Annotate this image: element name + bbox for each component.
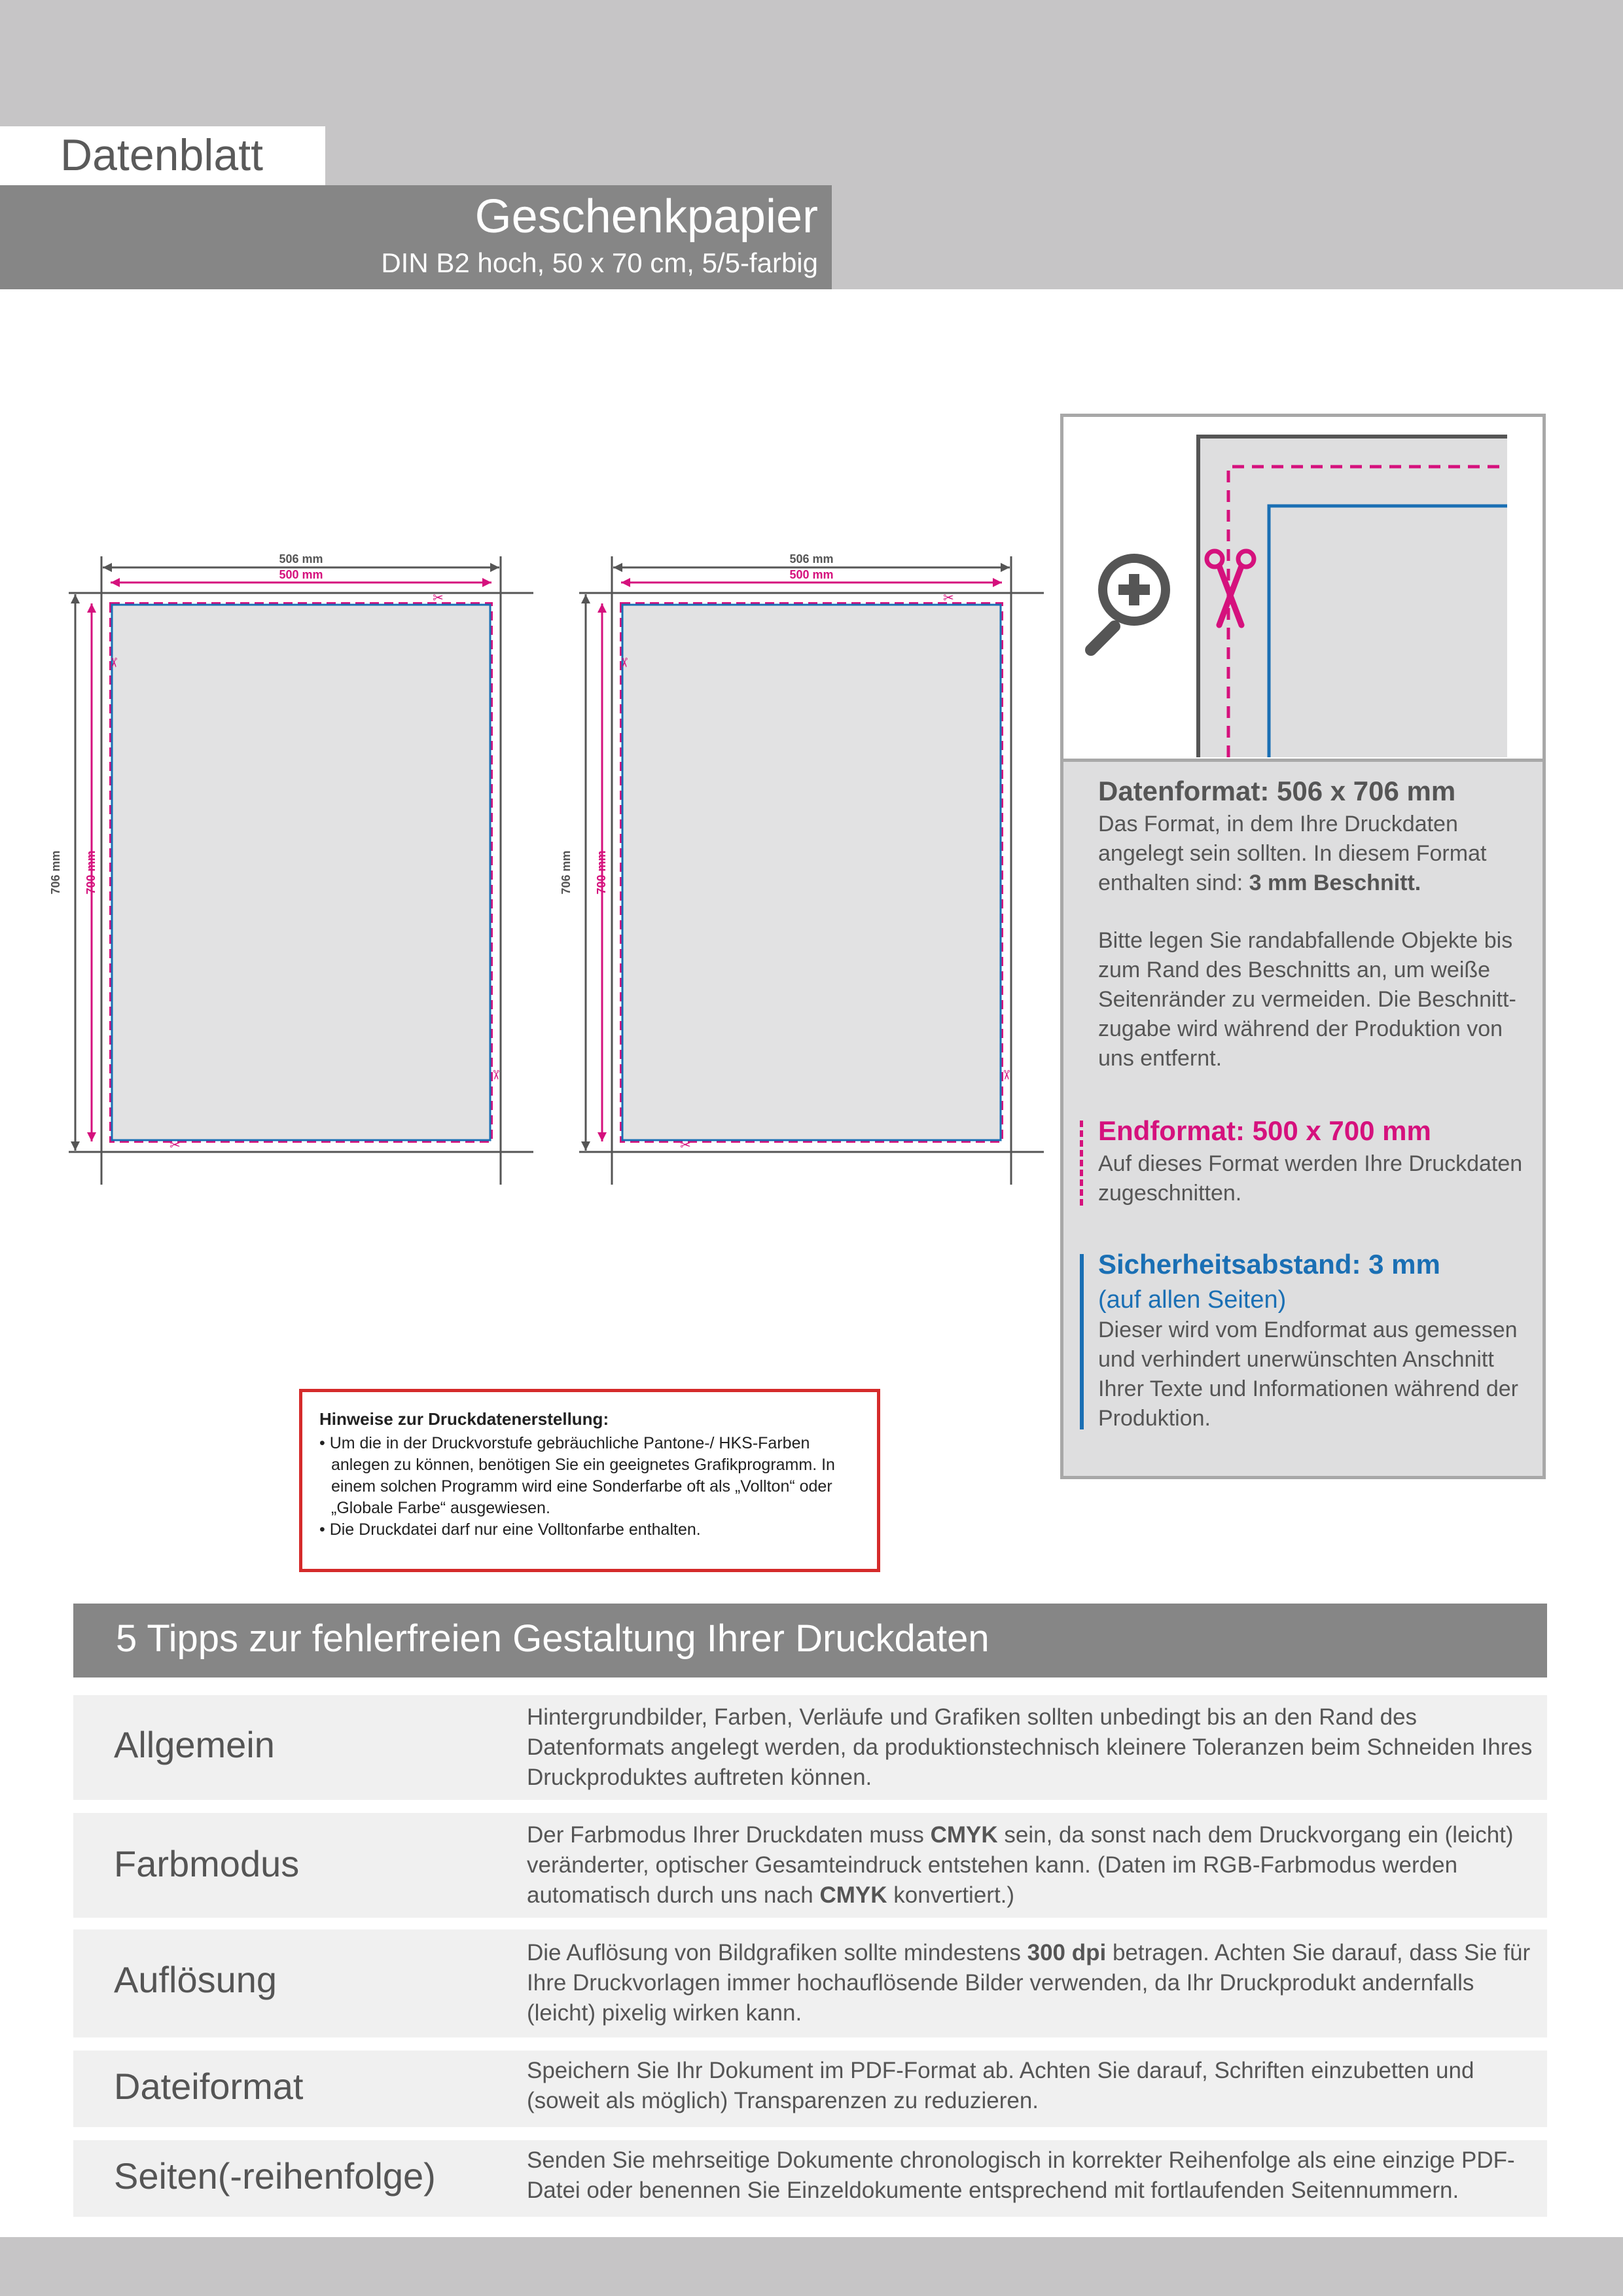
bleed-hint-text: Bitte legen Sie randabfallende Objekte bis zum Rand des Beschnitts an, um weiße Seitenränder zu vermeiden. Die Beschnitt-zugabe wird während der Produktion von uns entfernt. bbox=[1098, 928, 1516, 1071]
height-final-label: 700 mm bbox=[84, 850, 98, 895]
tip-label: Farbmodus bbox=[114, 1843, 300, 1884]
safety-marker bbox=[1080, 1254, 1084, 1429]
format-diagram-front bbox=[49, 550, 546, 1191]
height-data-label: 706 mm bbox=[49, 850, 62, 895]
document-subtitle: DIN B2 hoch, 50 x 70 cm, 5/5-farbig bbox=[381, 247, 818, 278]
width-data-label: 506 mm bbox=[279, 552, 323, 565]
scissors-mark-icon: ✂ bbox=[943, 591, 954, 605]
tip-text: Senden Sie mehrseitige Dokumente chronologisch in korrekter Reihenfolge als eine einzige PDF-Datei oder benennen Sie Einzeldokumente entsprechend mit fortlaufenden Seitennummern. bbox=[527, 2147, 1515, 2203]
tip-text: Der Farbmodus Ihrer Druckdaten muss CMYK sein, da sonst nach dem Druckvorgang ein (leicht) veränderter, optischer Gesamteindruck entstehen kann. (Daten im RGB-Farbmodus werden automatisch durch uns nach CMYK konvertiert.) bbox=[527, 1822, 1514, 1908]
scissors-mark-icon: ✂ bbox=[999, 1069, 1013, 1081]
width-final-label: 500 mm bbox=[279, 568, 323, 581]
height-data-label: 706 mm bbox=[560, 850, 573, 895]
tips-title: 5 Tipps zur fehlerfreien Gestaltung Ihrer Druckdaten bbox=[116, 1617, 990, 1660]
document-title: Geschenkpapier bbox=[474, 190, 818, 243]
datenformat-text: Das Format, in dem Ihre Druckdaten angelegt sein sollten. In diesem Format enthalten sind: 3 mm Beschnitt. bbox=[1098, 812, 1487, 895]
safety-subtitle: (auf allen Seiten) bbox=[1098, 1286, 1287, 1314]
datenformat-title: Datenformat: 506 x 706 mm bbox=[1098, 776, 1456, 806]
tip-label: Seiten(-reihenfolge) bbox=[114, 2155, 436, 2197]
safety-title: Sicherheitsabstand: 3 mm bbox=[1098, 1249, 1440, 1280]
scissors-mark-icon: ✂ bbox=[106, 657, 120, 668]
safety-text: Dieser wird vom Endformat aus gemessen und verhindert unerwünschten Anschnitt Ihrer Texte und Informationen während der Produktion. bbox=[1098, 1318, 1518, 1431]
tip-text: Die Auflösung von Bildgrafiken sollte mindestens 300 dpi betragen. Achten Sie darauf, dass Sie für Ihre Druckvorlagen immer hochauflösende Bilder verwenden, da Ihr Druckprodukt andernfalls (leicht) pixelig wirken kann. bbox=[527, 1940, 1531, 2026]
width-final-label: 500 mm bbox=[789, 568, 834, 581]
zoom-detail bbox=[1063, 417, 1543, 762]
endformat-title: Endformat: 500 x 700 mm bbox=[1098, 1115, 1431, 1146]
tip-label: Allgemein bbox=[114, 1724, 275, 1765]
endformat-marker bbox=[1080, 1121, 1083, 1206]
datenblatt-label: Datenblatt bbox=[60, 130, 263, 180]
scissors-mark-icon: ✂ bbox=[488, 1069, 503, 1081]
scissors-mark-icon: ✂ bbox=[616, 657, 631, 668]
print-note-item: • Um die in der Druckvorstufe gebräuchliche Pantone-/ HKS-Farben anlegen zu können, benötigen Sie ein geeignetes Grafikprogramm. In einem solchen Programm wird eine Sonderfarbe oft als „Vollton“ oder „Globale Farbe“ ausgewiesen. bbox=[319, 1434, 835, 1517]
tip-label: Auflösung bbox=[114, 1959, 277, 2000]
bleed-amount: 3 mm Beschnitt. bbox=[1249, 870, 1421, 895]
height-final-label: 700 mm bbox=[595, 850, 608, 895]
endformat-text: Auf dieses Format werden Ihre Druckdaten zugeschnitten. bbox=[1098, 1151, 1523, 1206]
scissors-mark-icon: ✂ bbox=[680, 1138, 691, 1153]
scissors-mark-icon: ✂ bbox=[433, 591, 444, 605]
tip-label: Dateiformat bbox=[114, 2066, 304, 2107]
print-notes-box bbox=[299, 1389, 880, 1572]
print-notes-title: Hinweise zur Druckdatenerstellung: bbox=[319, 1409, 609, 1429]
footer-band bbox=[0, 2237, 1623, 2296]
print-note-item: • Die Druckdatei darf nur eine Volltonfarbe enthalten. bbox=[319, 1520, 701, 1539]
zoom-plus-icon bbox=[1091, 558, 1166, 650]
tip-text: Hintergrundbilder, Farben, Verläufe und Grafiken sollten unbedingt bis an den Rand des Datenformats angelegt werden, da produktionstechnisch kleinere Toleranzen beim Schneiden Ihres Druckproduktes auftreten können. bbox=[527, 1704, 1533, 1790]
format-diagram-back bbox=[560, 550, 1057, 1191]
scissors-mark-icon: ✂ bbox=[169, 1138, 181, 1153]
width-data-label: 506 mm bbox=[789, 552, 834, 565]
tip-text: Speichern Sie Ihr Dokument im PDF-Format ab. Achten Sie darauf, Schriften einzubetten und (soweit als möglich) Transparenzen zu reduzieren. bbox=[527, 2058, 1474, 2113]
